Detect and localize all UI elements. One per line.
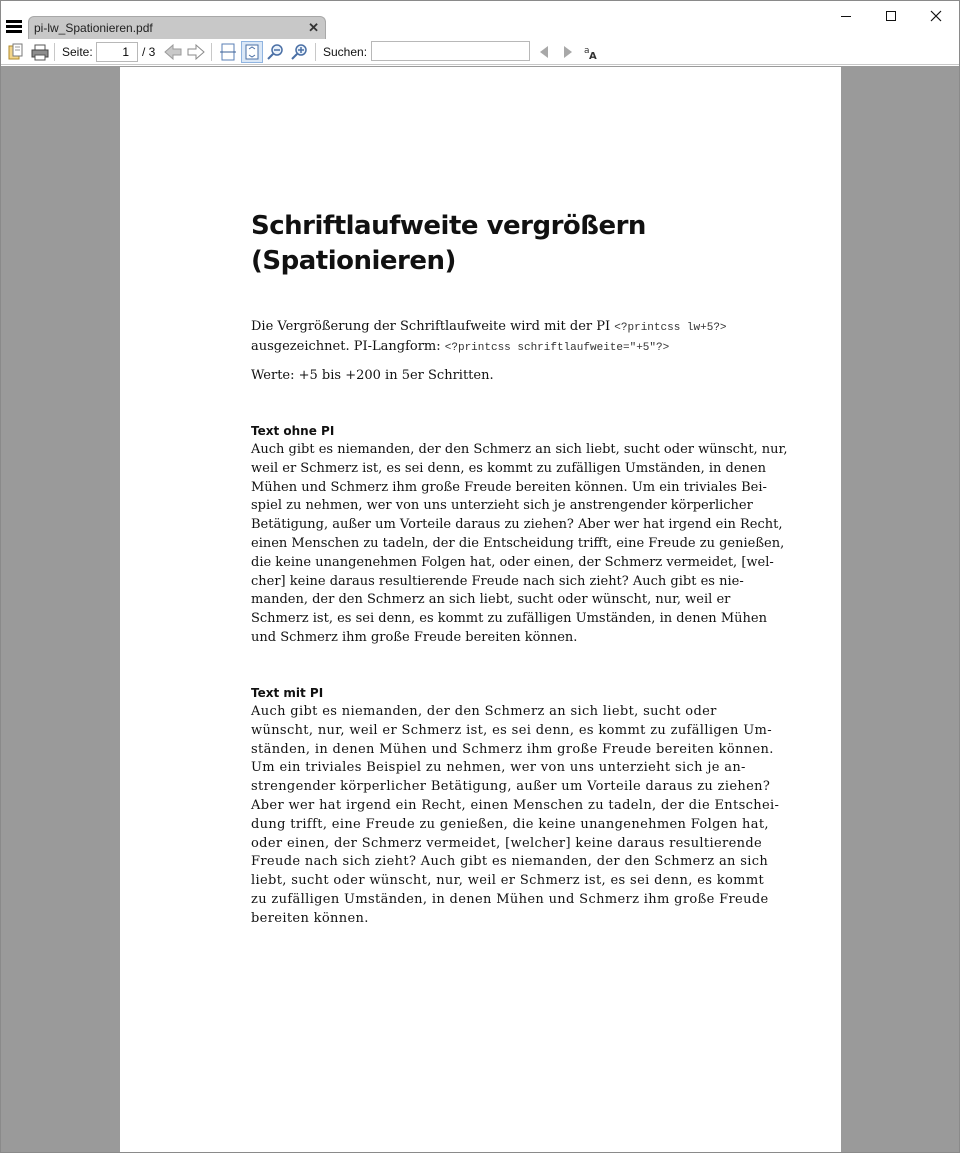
intro-paragraph <box>251 318 727 358</box>
document-viewer[interactable] <box>1 66 959 1152</box>
tab-title: pi-lw_Spationieren.pdf <box>34 21 153 35</box>
tab-close-icon[interactable]: ✕ <box>308 20 319 35</box>
match-case-icon[interactable] <box>584 42 600 62</box>
text-line: strengender körperlicher Betätigung, außer um Vorteile daraus zu ziehen? <box>251 779 771 795</box>
zoom-out-icon[interactable] <box>267 42 285 62</box>
text-line: einen Menschen zu tadeln, der die Entscheidung trifft, eine Freude zu genießen, <box>251 535 785 551</box>
svg-text:A: A <box>589 51 597 60</box>
search-next-icon[interactable] <box>562 42 574 62</box>
section-heading: Text mit PI <box>251 686 324 700</box>
zoom-in-icon[interactable] <box>291 42 309 62</box>
section-heading: Text ohne PI <box>251 424 335 438</box>
section-text-without-pi <box>251 441 788 648</box>
intro-line <box>251 318 727 338</box>
text-line: wünscht, nur, weil er Schmerz ist, es sei denn, es kommt zu zufälligen Um- <box>251 722 772 738</box>
toolbar-separator <box>211 43 212 61</box>
text-line: weil er Schmerz ist, es sei denn, es kommt zu zufälligen Umständen, in denen <box>251 460 766 476</box>
svg-text:a: a <box>584 46 590 56</box>
toolbar-separator <box>315 43 316 61</box>
intro-text: ausgezeichnet. PI-Langform: <box>251 338 445 354</box>
values-paragraph: Werte: +5 bis +200 in 5er Schritten. <box>251 368 494 383</box>
title-line: (Spationieren) <box>251 246 456 276</box>
fit-page-icon[interactable] <box>241 41 263 63</box>
text-line: manden, der den Schmerz an sich liebt, sucht oder wünscht, nur, weil er <box>251 592 731 608</box>
close-button[interactable] <box>913 1 959 31</box>
text-line: bereiten können. <box>251 910 369 926</box>
text-line: zu zufälligen Umständen, in denen Mühen und Schmerz ihm große Freude <box>251 891 769 907</box>
search-input[interactable] <box>371 41 530 61</box>
intro-text: Die Vergrößerung der Schriftlaufweite wird mit der PI <box>251 319 615 334</box>
page-number-input[interactable] <box>96 42 138 62</box>
document-title <box>251 209 721 279</box>
text-line: dung trifft, eine Freude zu genießen, die keine unangenehmen Folgen hat, <box>251 816 769 832</box>
print-icon[interactable] <box>31 42 49 62</box>
title-line: Schriftlaufweite vergrößern <box>251 211 646 241</box>
text-line: Freude nach sich zieht? Auch gibt es niemanden, der den Schmerz an sich <box>251 854 769 870</box>
next-page-icon[interactable] <box>187 42 205 62</box>
text-line: Auch gibt es niemanden, der den Schmerz an sich liebt, sucht oder wünscht, nur, <box>251 442 788 457</box>
page-label: Seite: <box>62 45 93 59</box>
text-line: Aber wer hat irgend ein Recht, einen Menschen zu tadeln, der die Entschei- <box>251 797 780 813</box>
toolbar <box>1 39 959 65</box>
text-line: Um ein triviales Beispiel zu nehmen, wer von uns unterzieht sich je an- <box>251 760 746 776</box>
search-previous-icon[interactable] <box>538 42 550 62</box>
fit-width-icon[interactable] <box>220 42 236 62</box>
minimize-button[interactable] <box>823 1 869 31</box>
title-bar <box>1 1 959 41</box>
text-line: cher] keine daraus resultierende Freude nach sich zieht? Auch gibt es nie- <box>251 573 744 589</box>
maximize-button[interactable] <box>868 1 914 31</box>
intro-line <box>251 338 711 358</box>
text-line: die keine unangenehmen Folgen hat, oder einen, der Schmerz vermeidet, [wel- <box>251 554 774 570</box>
maximize-icon <box>886 11 896 21</box>
text-line: und Schmerz ihm große Freude bereiten können. <box>251 629 578 645</box>
document-tab[interactable] <box>28 16 326 39</box>
close-icon <box>930 10 942 22</box>
text-line: liebt, sucht oder wünscht, nur, weil er Schmerz ist, es sei denn, es kommt <box>251 873 765 889</box>
page-total: / 3 <box>142 45 156 59</box>
toolbar-separator <box>54 43 55 61</box>
text-line: Auch gibt es niemanden, der den Schmerz an sich liebt, sucht oder <box>251 704 717 719</box>
text-line: Schmerz ist, es sei denn, es kommt zu zufälligen Umständen, in denen Mühen <box>251 611 767 627</box>
search-label: Suchen: <box>323 45 368 59</box>
pi-short-code: <?printcss lw+5?> <box>614 322 727 334</box>
text-line: ständen, in denen Mühen und Schmerz ihm große Freude bereiten können. <box>251 741 774 757</box>
pdf-page <box>120 67 841 1152</box>
pi-long-code: <?printcss schriftlaufweite="+5"?> <box>444 341 670 354</box>
open-file-icon[interactable] <box>7 42 25 62</box>
text-line: Mühen und Schmerz ihm große Freude bereiten können. Um ein triviales Bei- <box>251 479 767 495</box>
minimize-icon <box>841 16 851 17</box>
text-line: Betätigung, außer um Vorteile daraus zu ziehen? Aber wer hat irgend ein Recht, <box>251 517 783 533</box>
section-text-with-pi <box>251 703 780 929</box>
text-line: spiel zu nehmen, wer von uns unterzieht sich je anstrengender körperlicher <box>251 498 753 514</box>
menu-icon[interactable] <box>6 20 22 34</box>
previous-page-icon[interactable] <box>164 42 182 62</box>
text-line: oder einen, der Schmerz vermeidet, [welcher] keine daraus resultierende <box>251 835 763 851</box>
